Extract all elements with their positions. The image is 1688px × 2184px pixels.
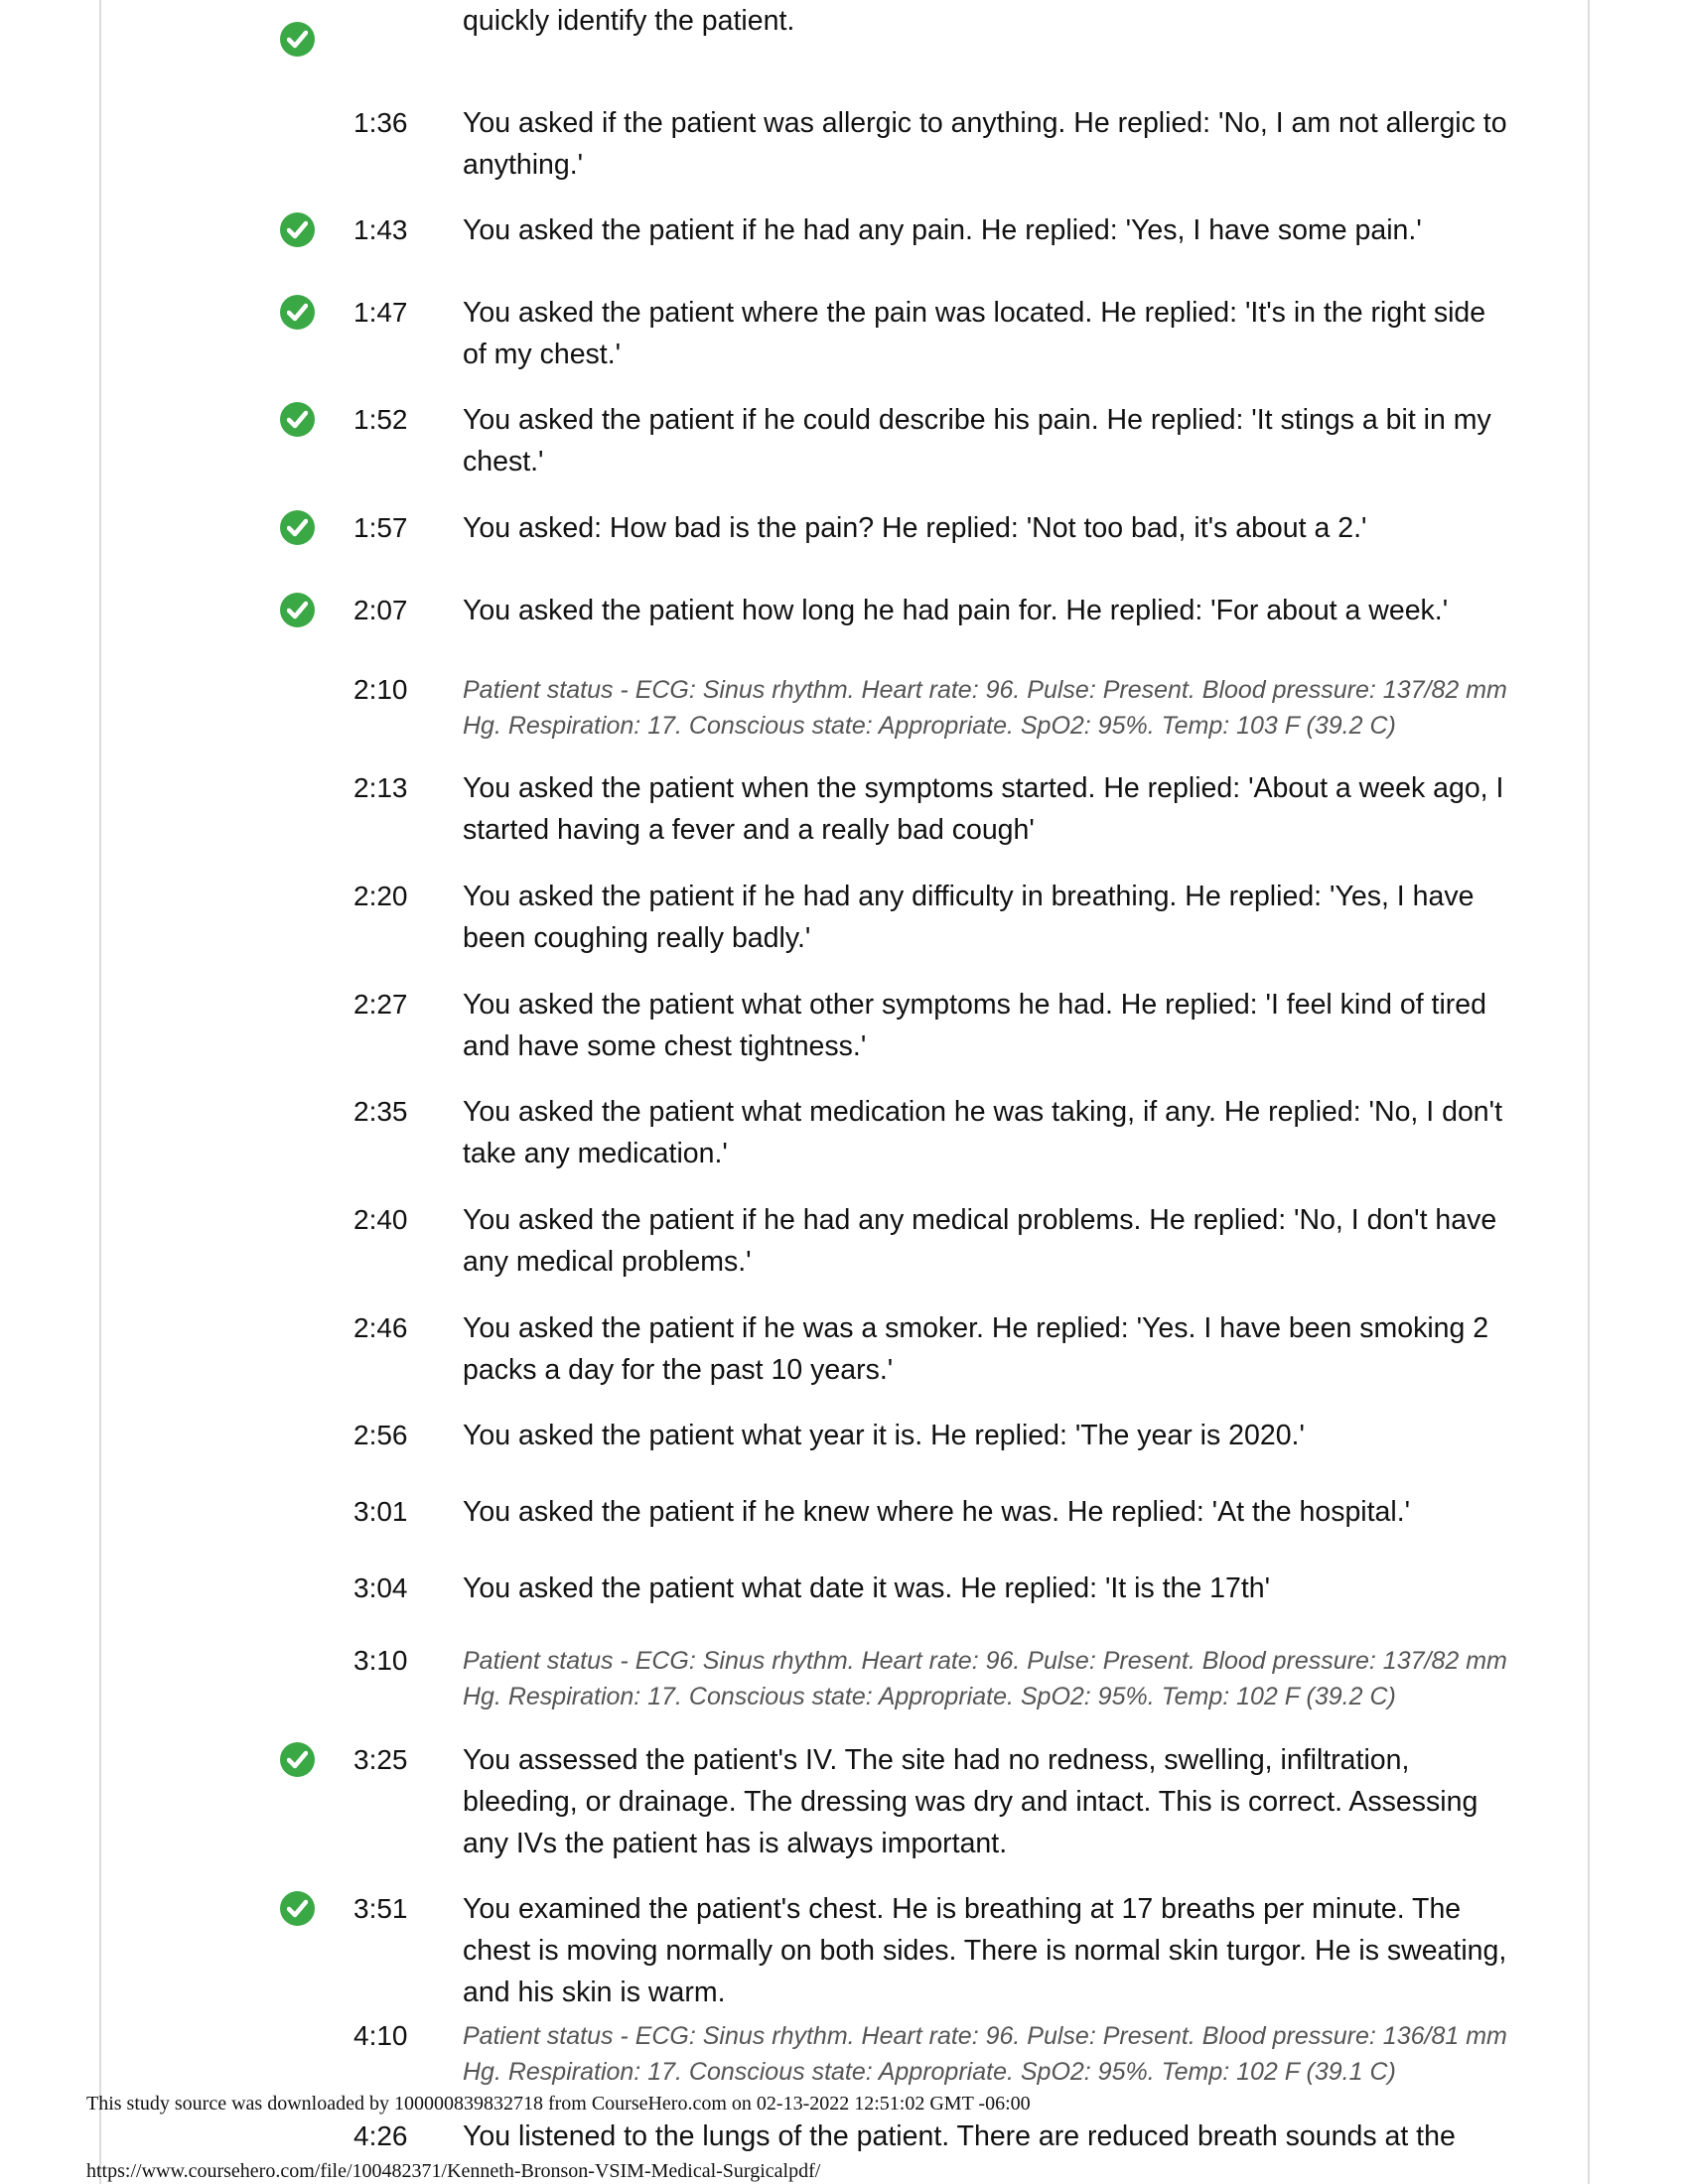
entry-text: You asked the patient if he knew where he was. He replied: 'At the hospital.'	[463, 1496, 1411, 1528]
download-note: This study source was downloaded by 100000839832718 from CourseHero.com on 02-13-2022 12:51:02 GMT -06:00	[86, 2093, 1031, 2115]
entry-text: You examined the patient's chest. He is breathing at 17 breaths per minute. The chest is moving normally on both sides. There is normal skin turgor. He is sweating, and his skin is warm.	[463, 1893, 1507, 2008]
entry-time: 1:57	[353, 512, 408, 543]
entry-time: 3:10	[353, 1645, 408, 1676]
entry-text: Patient status - ECG: Sinus rhythm. Heart rate: 96. Pulse: Present. Blood pressure: 137/82 mm Hg. Respiration: 17. Conscious state: Appropriate. SpO2: 95%. Temp: 102 F (39.2 C)	[463, 1647, 1507, 1710]
entry-text: You assessed the patient's IV. The site had no redness, swelling, infiltration, bleeding, or drainage. The dressing was dry and intact. This is correct. Assessing any IVs the patient has is always important.	[463, 1744, 1478, 1859]
check-circle-icon	[280, 593, 315, 627]
entry-time: 2:27	[353, 989, 408, 1020]
entry-text: You asked the patient when the symptoms started. He replied: 'About a week ago, I started having a fever and a really bad cough'	[463, 772, 1504, 846]
entry-time: 4:10	[353, 2020, 408, 2051]
entry-text: Patient status - ECG: Sinus rhythm. Heart rate: 96. Pulse: Present. Blood pressure: 137/82 mm Hg. Respiration: 17. Conscious state: Appropriate. SpO2: 95%. Temp: 103 F (39.2 C)	[463, 676, 1507, 740]
entry-text: You asked if the patient was allergic to anything. He replied: 'No, I am not allergic to anything.'	[463, 107, 1507, 181]
check-circle-icon	[280, 1742, 315, 1777]
entry-time: 2:40	[353, 1204, 408, 1235]
entry-time: 3:25	[353, 1744, 408, 1775]
entry-time: 2:07	[353, 595, 408, 625]
entry-text: quickly identify the patient.	[463, 5, 795, 37]
entry-text: You asked the patient what date it was. He replied: 'It is the 17th'	[463, 1572, 1271, 1604]
check-circle-icon	[280, 510, 315, 545]
entry-time: 3:01	[353, 1496, 408, 1527]
entry-text: You asked the patient if he could describe his pain. He replied: 'It stings a bit in my chest.'	[463, 404, 1491, 478]
entry-time: 2:56	[353, 1420, 408, 1450]
entry-time: 3:51	[353, 1893, 408, 1924]
entry-text: You listened to the lungs of the patient. There are reduced breath sounds at the	[463, 2120, 1456, 2152]
entry-text: Patient status - ECG: Sinus rhythm. Heart rate: 96. Pulse: Present. Blood pressure: 136/81 mm Hg. Respiration: 17. Conscious state: Appropriate. SpO2: 95%. Temp: 102 F (39.1 C)	[463, 2022, 1507, 2086]
entry-time: 2:46	[353, 1312, 408, 1343]
source-url[interactable]: https://www.coursehero.com/file/100482371/Kenneth-Bronson-VSIM-Medical-Surgicalpdf/	[86, 2160, 821, 2182]
check-circle-icon	[280, 402, 315, 437]
entry-text: You asked the patient what other symptoms he had. He replied: 'I feel kind of tired and have some chest tightness.'	[463, 989, 1486, 1062]
entry-text: You asked the patient where the pain was located. He replied: 'It's in the right side of my chest.'	[463, 297, 1486, 370]
entry-time: 2:13	[353, 772, 408, 803]
entry-time: 1:43	[353, 214, 408, 245]
entry-text: You asked the patient how long he had pain for. He replied: 'For about a week.'	[463, 595, 1449, 626]
entry-text: You asked the patient what medication he was taking, if any. He replied: 'No, I don't take any medication.'	[463, 1096, 1503, 1169]
entry-text: You asked the patient if he had any medical problems. He replied: 'No, I don't have any medical problems.'	[463, 1204, 1497, 1278]
entry-time: 4:26	[353, 2120, 408, 2151]
check-circle-icon	[280, 1891, 315, 1926]
entry-time: 1:52	[353, 404, 408, 435]
check-circle-icon	[280, 22, 315, 57]
entry-time: 2:35	[353, 1096, 408, 1127]
entry-text: You asked the patient if he had any difficulty in breathing. He replied: 'Yes, I have been coughing really badly.'	[463, 881, 1475, 954]
entry-text: You asked the patient if he was a smoker. He replied: 'Yes. I have been smoking 2 packs a day for the past 10 years.'	[463, 1312, 1489, 1386]
entry-text: You asked the patient what year it is. He replied: 'The year is 2020.'	[463, 1420, 1305, 1451]
entry-text: You asked the patient if he had any pain. He replied: 'Yes, I have some pain.'	[463, 214, 1422, 246]
entry-time: 1:47	[353, 297, 408, 328]
entry-time: 2:20	[353, 881, 408, 911]
entry-time: 3:04	[353, 1572, 408, 1603]
entry-time: 2:10	[353, 674, 408, 705]
check-circle-icon	[280, 295, 315, 330]
check-circle-icon	[280, 212, 315, 247]
entry-time: 1:36	[353, 107, 408, 138]
entry-text: You asked: How bad is the pain? He replied: 'Not too bad, it's about a 2.'	[463, 512, 1367, 544]
